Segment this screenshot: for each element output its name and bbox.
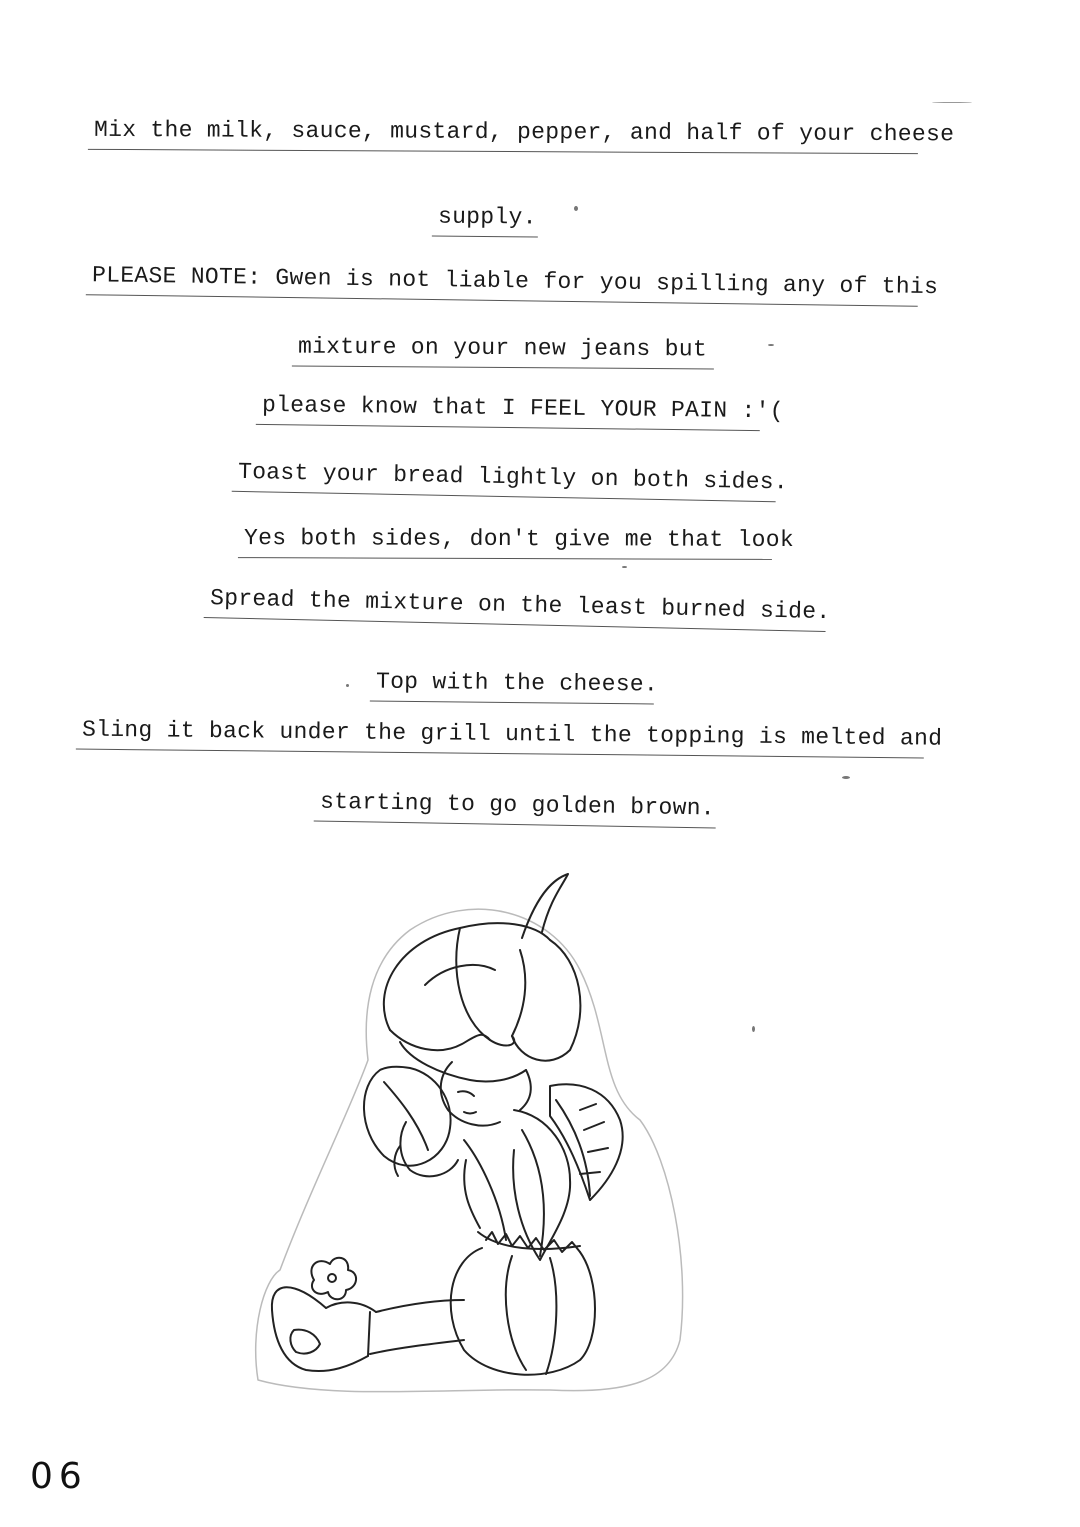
scan-speck — [842, 776, 850, 779]
recipe-line-2: supply. — [432, 202, 538, 238]
recipe-line-11: starting to go golden brown. — [314, 786, 717, 828]
scan-speck — [346, 684, 349, 687]
recipe-line-9: Top with the cheese. — [370, 667, 654, 705]
recipe-line-10: Sling it back under the grill until the topping is melted and — [76, 715, 924, 759]
page-number: 06 — [30, 1456, 88, 1497]
scan-speck — [574, 206, 578, 211]
scan-speck — [752, 1026, 755, 1032]
scan-speck — [932, 102, 972, 103]
recipe-line-5: please know that I FEEL YOUR PAIN :'( — [256, 390, 760, 431]
recipe-line-7: Yes both sides, don't give me that look — [238, 523, 772, 560]
recipe-line-6: Toast your bread lightly on both sides. — [232, 457, 777, 502]
scan-speck — [768, 344, 774, 346]
flower-fairy-child-icon — [250, 860, 710, 1400]
recipe-line-1: Mix the milk, sauce, mustard, pepper, and half of your cheese — [88, 115, 918, 154]
flower-fairy-child-drawing — [250, 860, 710, 1405]
recipe-line-8: Spread the mixture on the least burned side. — [204, 583, 827, 632]
recipe-line-3: PLEASE NOTE: Gwen is not liable for you spilling any of this — [86, 260, 918, 307]
scan-speck — [622, 566, 627, 568]
recipe-line-4: mixture on your new jeans but — [292, 332, 714, 370]
